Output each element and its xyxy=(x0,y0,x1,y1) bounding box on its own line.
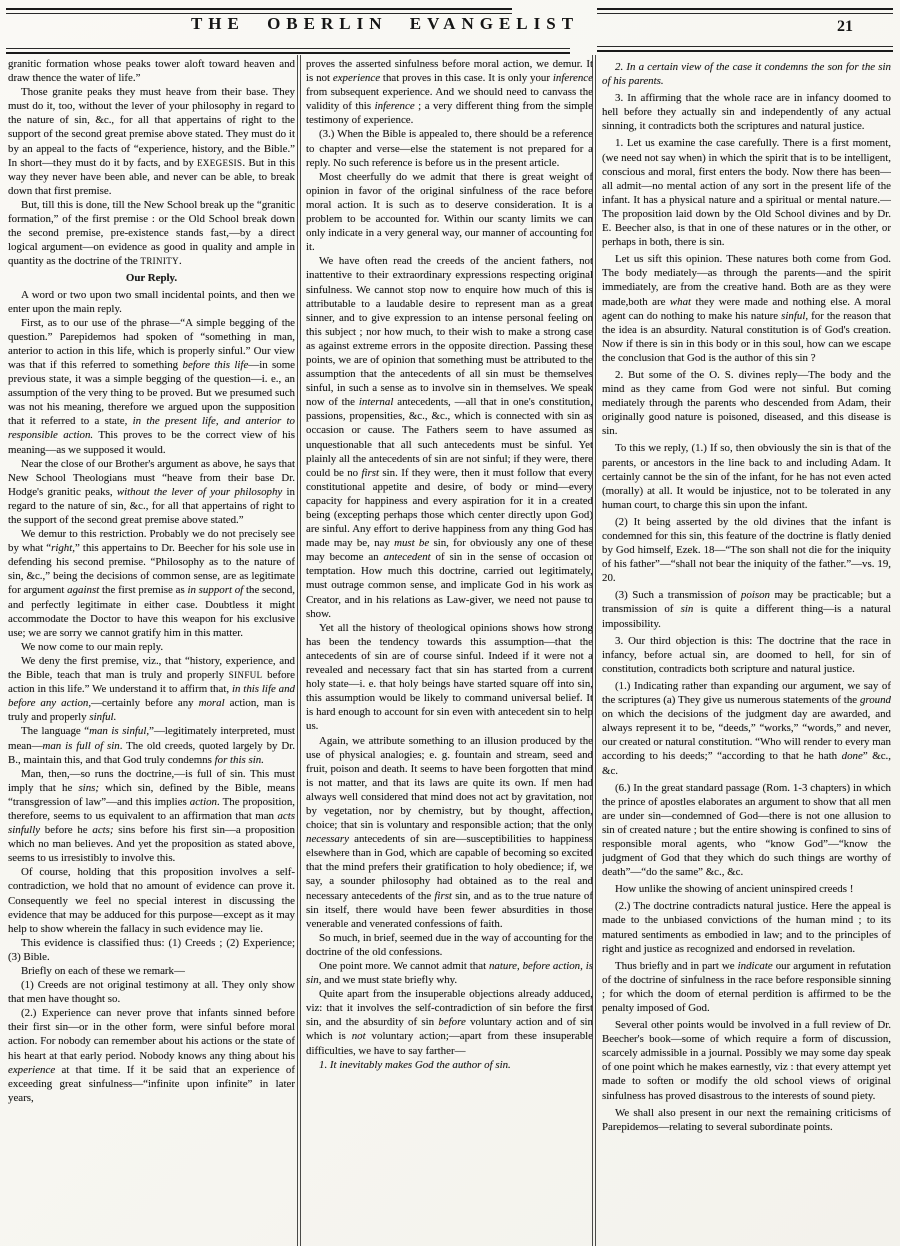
paragraph: Yet all the history of theological opinions shows how strong has been the tendency towards this assumption—that the antecedents of sin are of course sinful. Indeed if it were not a revealed and necessary fact that sin has started from a current holy state—i. e. that holy beings have started square off into sin, this assumption would be likely to command universal belief. It is hard enough to account for sin even with antecedent sin to help us. xyxy=(306,621,593,733)
paragraph: To this we reply, (1.) If so, then obviously the sin is that of the parents, or ancestors in the line back to and including Adam. It certainly cannot be the sin of the infant, for he has not even acted (morally) at all. It would be injustice, not to be tolerated in any human court, to charge this sin upon the infant. xyxy=(602,442,891,511)
column-divider-1 xyxy=(297,55,301,1246)
paragraph: Those granite peaks they must heave from their base. They must do it, too, without the lever of your philosophy in regard to the nature of sin, &c., for all that appertains of right to the support of the second great premise above stated. They must do it by an appeal to the facts of “experience, history, and the Bible.” In short—they must do it by facts, and by EXEGESIS. But in this way they never have been able, and never can be able, to break down that first premise. xyxy=(8,86,295,197)
paragraph: We demur to this restriction. Probably we do not precisely see by what “right,” this appertains to Dr. Beecher for his sole use in defending his second premise. “Philosophy as to the nature of sin, &c.,” being the decisions of common sense, are as legitimate for argument against the first premise as in support of the second, and perfectly legitimate in either case. Doubtless it might accommodate the Doctor to have this weapon for his exclusive use; we are sorry we cannot gratify him in this matter. xyxy=(8,528,295,639)
paragraph: granitic formation whose peaks tower aloft toward heaven and draw thence the water of life.” xyxy=(8,58,295,85)
paragraph: Man, then,—so runs the doctrine,—is full of sin. This must imply that he sins; which sin, defined by the Bible, means “transgression of law”—and this implies action. The proposition, therefore, seems to us equivalent to an affirmation that man acts sinfully before he acts; sins before his first sin—a proposition which no man believes. And yet the proposition as stated above, seems to us irresistibly to involve this. xyxy=(8,767,295,865)
text-column-middle xyxy=(306,57,593,1242)
paragraph: We shall also present in our next the remaining criticisms of Parepidemos—relating to several subordinate points. xyxy=(602,1106,891,1133)
paragraph: (3) Such a transmission of poison may be practicable; but a transmission of sin is quite a different thing—is a natural impossibility. xyxy=(602,589,891,630)
paragraph: (6.) In the great standard passage (Rom. 1-3 chapters) in which the prince of apostles elaborates an argument to show that all men are under sin—condemned of God—there is not one allusion to sin of created nature ; but the entire showing is confined to sins of responsible moral agents, who “know God”—“know the judgment of God that they which do such things are worthy of death”—“do the same” &c., &c. xyxy=(602,781,891,879)
paragraph: Again, we attribute something to an illusion produced by the use of physical analogies; e. g. fountain and stream, seed and fruit, poison and death. It seems to have been forgotten that mind is not matter, and that its laws are quite its own. If men had always well considered that mind does not act by gravitation, nor by vegetation, nor by chemistry, but by thought, affection, choice; that sin is voluntary and responsible action; that the only necessary antecedents of sin are—susceptibilities to happiness elsewhere than in God, which are capable of becoming so excited that the mind prefers their gratification to holy obedience; if, we say, a sounder philosophy had obtained as to the real and necessary antecedents of the first sin, and as to the true nature of sin itself, there would have been fewer absurdities in those venerable and venerated confessions of faith. xyxy=(306,734,593,930)
paragraph: We have often read the creeds of the ancient fathers, not inattentive to their extraordinary expressions respecting original sinfulness. We cannot stop now to enquire how much of this is attributable to a laudable desire to represent man as a great sinner, and to give expression to an intense personal feeling on this subject ; nor how much, to their wish to make a strong case as against extreme errors in the opposite direction. Passing these points, we are of opinion that something must be attributed to the assumption that the antecedents of all sin must be themselves sinful, in such a sense as to involve sin in themselves. We speak now of the internal antecedents, —all that in one's constitution, passions, propensities, &c., &c., which is connected with sin as occasion or cause. The Fathers seem to have assumed as unquestionable that all such antecedents must be sinful. Yet plainly all the antecedents of sin are not sinful; if they were, there could be no first sin. If they were, then it must follow that every constitutional appetite and desire, of body or mind—every capacity for happiness and every aspiration for it in a created being (excepting perhaps those which center directly upon God) are sinful. Any effort to derive happiness from any thing God has made may be, nay must be sin, for obviously any one of these may become an antecedent of sin in the sense of occasion or temptation. How much this doctrine, carried out legitimately, must outrage common sense, and implicate God in his work as Creator, and in his relations as Law-giver, we need not pause to show. xyxy=(306,255,593,620)
header-rule-bottom-left xyxy=(6,48,570,54)
paragraph: 2. In a certain view of the case it condemns the son for the sin of his parents. xyxy=(602,61,891,88)
paragraph: Thus briefly and in part we indicate our argument in refutation of the doctrine of sinfulness in the race before responsible sinning ; for which the doom of eternal perdition is affirmed to be the penalty imposed of God. xyxy=(602,959,891,1014)
paragraph: A word or two upon two small incidental points, and then we enter upon the main reply. xyxy=(8,288,295,315)
paragraph: So much, in brief, seemed due in the way of accounting for the doctrine of the old confessions. xyxy=(306,931,593,958)
paragraph: proves the asserted sinfulness before moral action, we demur. It is not experience that proves in this case. It is only your inference from subsequent experience. And we should need to canvass the validity of this inference ; a very different thing from the simple testimony of experience. xyxy=(306,58,593,127)
text-column-right xyxy=(602,60,891,1242)
paragraph: Several other points would be involved in a full review of Dr. Beecher's book—some of which require a form of discussion, scarcely admissible in a journal. Possibly we may some day speak of one point which he makes earnestly, viz : that every attempt yet made to soften or modify the old school views of original sinfulness has proved disastrous to the interests of sound piety. xyxy=(602,1019,891,1102)
paragraph: Briefly on each of these we remark— xyxy=(21,965,185,977)
paragraph: Quite apart from the insuperable objections already adduced, viz: that it involves the self-contradiction of sin before the first sin, and the absurdity of sin before voluntary action and of sin which is not voluntary action;—apart from these insuperable difficulties, we have to say farther— xyxy=(306,988,593,1057)
paragraph: We deny the first premise, viz., that “history, experience, and the Bible, teach that man is truly and properly SINFUL before action in this life.” We understand it to affirm that, in this life and before any action,—certainly before any moral action, man is truly and properly sinful. xyxy=(8,654,295,724)
paragraph: (1) Creeds are not original testimony at all. They only show that men have thought so. xyxy=(8,979,295,1006)
paragraph: (2.) Experience can never prove that infants sinned before their first sin—or in the other form, were sinful before moral action. For nobody can remember about his actions or the state of his heart at that early period. Nobody knows any thing about his experience at that time. If it be said that an experience of exceeding great sinfulness—“infinite upon infinite” in later years, xyxy=(8,1007,295,1104)
paragraph: Most cheerfully do we admit that there is great weight of opinion in favor of the original sinfulness of the race before moral action. It is such as to deserve consideration. It is a problem to be accounted for. Within our scanty limits we can only indicate in a very general way, our manner of accounting for it. xyxy=(306,170,593,254)
paragraph: 1. Let us examine the case carefully. There is a first moment, (we need not say when) in which the spirit that is to be intelligent, conscious and moral, first enters the body. Now there has been—all admit—no mental action of any sort in the present life of the infant. It has a physical nature and a spiritual or mental nature.— The proposition laid down by the Old School divines and by Dr. E. Beecher also, is that in one of these natures or in the other, or perhaps in both, there is sin. xyxy=(602,137,891,249)
paragraph: 3. In affirming that the whole race are in infancy doomed to hell before they actually sin and independently of any actual sinning, it contradicts both the scriptures and natural justice. xyxy=(602,92,891,133)
paragraph: The language “man is sinful,”—legitimately interpreted, must mean—man is full of sin. The old creeds, quoted largely by Dr. B., maintain this, and that God truly condemns for this sin. xyxy=(8,725,295,766)
page-number: 21 xyxy=(837,18,853,35)
paragraph: 3. Our third objection is this: The doctrine that the race in infancy, before actual sin, are doomed to hell, for sin of constitution, contradicts both scripture and natural justice. xyxy=(602,634,891,675)
paragraph: Of course, holding that this proposition involves a self-contradiction, we hold that no amount of evidence can prove it. Consequently we feel no special interest in discussing the evidence that may be adduced for this purpose—except as it may help to show wherein the fallacy in such evidence may lie. xyxy=(8,866,295,935)
paragraph: (2) It being asserted by the old divines that the infant is condemned for this sin, this feature of the doctrine is flatly denied by God himself, Ezek. 18—“The son shall not die for the iniquity of his father”—“shall not bear the iniquity of the father.”—vs. 19, 20. xyxy=(602,515,891,585)
paragraph: (1.) Indicating rather than expanding our argument, we say of the scriptures (a) They give us numerous statements of the ground on which the decisions of the judgment day are awarded, and always represent it to be, “deeds,” “works,” “words,” and never, our created or natural constitution. “Who will render to every man according to his deeds;” “according to that he hath done” &c., &c. xyxy=(602,679,891,777)
paragraph: 2. But some of the O. S. divines reply—The body and the mind as they came from God were not sinful. But coming mediately through the parents who descended from Adam, their originally good nature is poisoned, diseased, and this disease is sin. xyxy=(602,368,891,438)
paragraph: We now come to our main reply. xyxy=(21,640,164,653)
paragraph: First, as to our use of the phrase—“A simple begging of the question.” Parepidemos had spoken of “something in man, anterior to action in this life, which is properly sinful.” Our view was that if this referred to something before this life—in some previous state, it was a simple begging of the question—i. e., an assumption of the very thing to be proved. But we presumed such was not his meaning, therefore we argued upon the supposition that it referred to a state, in the present life, and anterior to responsible action. This proves to be the correct view of his meaning—as we supposed it would. xyxy=(8,316,295,456)
paragraph: (2.) The doctrine contradicts natural justice. Here the appeal is made to the unbiased convictions of the human mind ; to its matured sentiments as embodied in law; and to the principles of right and justice as recognized and endorsed in revelation. xyxy=(602,900,891,955)
paragraph: But, till this is done, till the New School break up the “granitic formation,” of the first premise : or the Old School break down the second premise, pre-existence stands fast,—by a direct logical argument—on evidence as good in quality and ample in quantity as the doctrine of the TRINITY. xyxy=(8,198,295,268)
paragraph: This evidence is classified thus: (1) Creeds ; (2) Experience; (3) Bible. xyxy=(8,936,295,963)
paragraph: (3.) When the Bible is appealed to, there should be a reference to chapter and verse—else the statement is not prepared for a reply. No such reference is before us in the present article. xyxy=(306,128,593,169)
paragraph: Let us sift this opinion. These natures both come from God. The body mediately—as through the parents—and the spirit immediately, are from the creative hand. Both are as they were made,both are what they were made and nothing else. A moral agent can do nothing to make his nature sinful, for the reason that the idea is an absurdity. Natural constitution is of God's creation. Now if there is sin in this body or in this soul, how can we escape the conclusion that God is the author of this sin ? xyxy=(602,253,891,364)
text-column-left xyxy=(8,57,295,1242)
header-rule-bottom-right xyxy=(597,46,893,52)
paragraph: How unlike the showing of ancient uninspired creeds ! xyxy=(615,883,854,896)
paragraph: 1. It inevitably makes God the author of sin. xyxy=(319,1058,511,1071)
paragraph: Near the close of our Brother's argument as above, he says that New School Theologians must “heave from their base Dr. Hodge's granitic peaks, without the lever of your philosophy in regard to the nature of sin, &c., for all that appertains of right to the support of the second great premise above stated.” xyxy=(8,457,295,526)
section-heading: Our Reply. xyxy=(125,272,178,285)
masthead-title: THE OBERLIN EVANGELIST xyxy=(190,14,580,33)
paragraph: One point more. We cannot admit that nature, before action, is sin, and we must state briefly why. xyxy=(306,960,593,987)
